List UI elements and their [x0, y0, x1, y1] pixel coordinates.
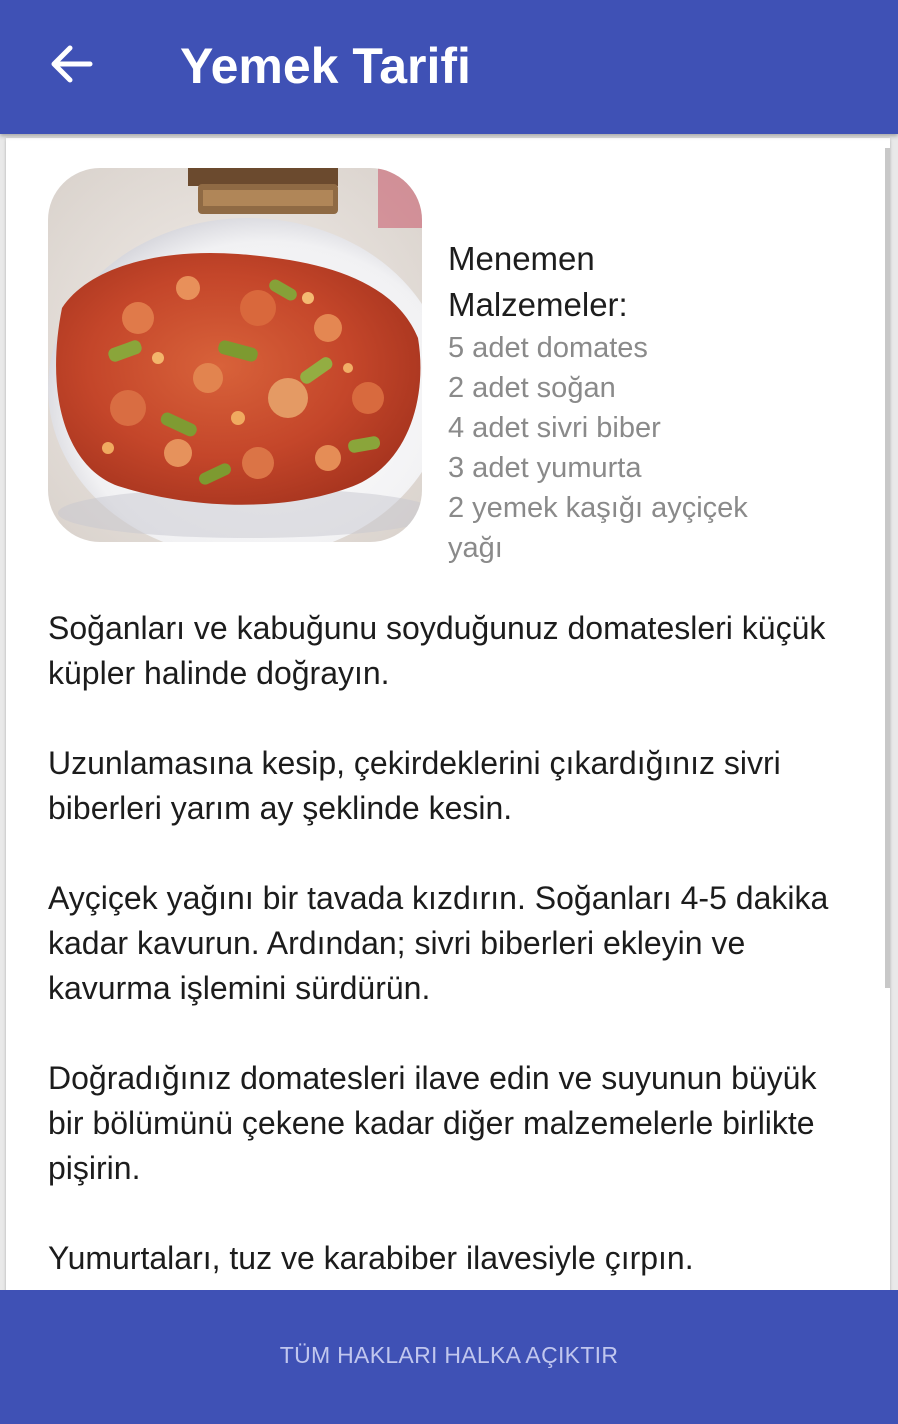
recipe-steps — [48, 606, 848, 1298]
ingredients-list — [448, 328, 868, 568]
ingredient-item: 3 adet yumurta — [448, 452, 642, 484]
ingredient-item: 5 adet domates — [448, 332, 648, 364]
ingredient-item: 2 yemek kaşığı ayçiçek yağı — [448, 492, 748, 564]
recipe-image — [48, 168, 422, 542]
recipe-step: Doğradığınız domatesleri ilave edin ve suyunun büyük bir bölümünü çekene kadar diğer malzemelerle birlikte pişirin. — [48, 1060, 817, 1186]
recipe-step: Ayçiçek yağını bir tavada kızdırın. Soğanları 4-5 dakika kadar kavurun. Ardından; sivri biberleri ekleyin ve kavurma işlemini sürdürün. — [48, 880, 829, 1006]
recipe-info — [448, 236, 868, 568]
recipe-step: Uzunlamasına kesip, çekirdeklerini çıkardığınız sivri biberleri yarım ay şeklinde kesin. — [48, 745, 781, 826]
page-title: Yemek Tarifi — [180, 38, 471, 94]
recipe-name: Menemen — [448, 240, 595, 277]
recipe-step: Yumurtaları, tuz ve karabiber ilavesiyle çırpın. — [48, 1240, 694, 1276]
app-bar — [0, 0, 898, 134]
scrollbar[interactable] — [885, 148, 890, 988]
back-button[interactable] — [30, 24, 110, 104]
arrow-left-icon — [48, 44, 94, 84]
ingredient-item: 4 adet sivri biber — [448, 412, 661, 444]
footer-bar — [0, 1290, 898, 1424]
ingredient-item: 2 adet soğan — [448, 372, 616, 404]
recipe-card — [6, 138, 890, 1298]
ingredients-title: Malzemeler: — [448, 286, 628, 323]
copyright-label: TÜM HAKLARI HALKA AÇIKTIR — [279, 1342, 619, 1368]
recipe-step: Soğanları ve kabuğunu soyduğunuz domatesleri küçük küpler halinde doğrayın. — [48, 610, 826, 691]
